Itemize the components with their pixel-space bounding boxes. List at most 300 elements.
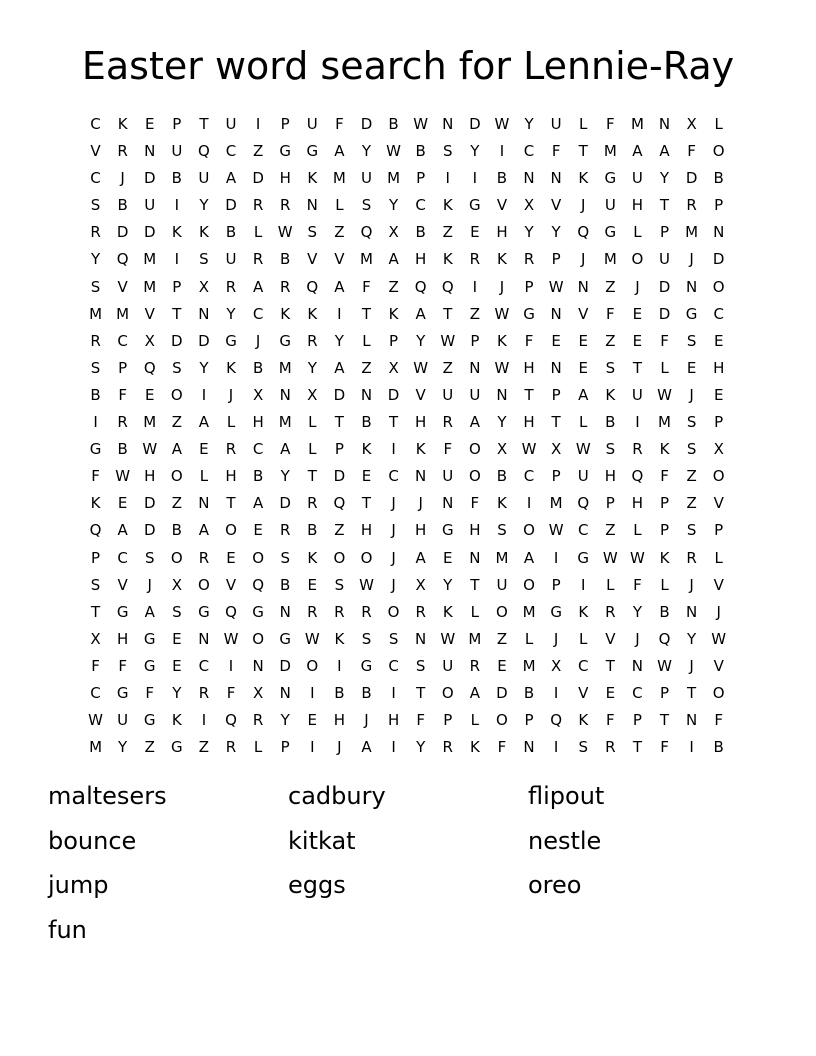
grid-letter: K	[199, 223, 209, 242]
grid-letter: P	[524, 711, 534, 730]
grid-letter: J	[120, 169, 125, 188]
grid-letter: T	[659, 196, 670, 215]
grid-letter: O	[712, 683, 725, 702]
grid-letter: N	[631, 656, 644, 675]
grid-letter: R	[90, 223, 101, 242]
grid-row	[82, 301, 732, 328]
grid-letter: I	[553, 548, 559, 567]
word-list-item: jump	[48, 871, 109, 899]
grid-row	[82, 707, 732, 734]
grid-letter: H	[469, 521, 481, 540]
grid-letter: Y	[497, 413, 507, 432]
grid-letter: K	[442, 602, 453, 621]
grid-letter: I	[228, 656, 234, 675]
grid-letter: G	[279, 331, 292, 350]
grid-letter: R	[117, 413, 128, 432]
grid-letter: S	[172, 358, 182, 377]
grid-letter: F	[470, 494, 480, 513]
grid-letter: O	[252, 629, 265, 648]
grid-letter: U	[469, 385, 481, 404]
grid-letter: T	[551, 413, 561, 432]
grid-letter: C	[117, 331, 128, 350]
grid-letter: P	[443, 711, 453, 730]
grid-letter: I	[391, 440, 396, 459]
grid-letter: N	[198, 304, 210, 323]
grid-letter: E	[470, 223, 480, 242]
grid-letter: Q	[225, 711, 237, 730]
grid-letter: G	[279, 629, 292, 648]
grid-letter: D	[685, 169, 698, 188]
grid-letter: K	[415, 440, 426, 459]
grid-letter: N	[523, 169, 535, 188]
grid-letter: K	[442, 196, 453, 215]
grid-letter: P	[334, 440, 344, 459]
grid-letter: K	[307, 304, 318, 323]
grid-letter: X	[496, 440, 508, 459]
grid-letter: K	[578, 602, 589, 621]
grid-letter: Z	[442, 358, 453, 377]
grid-row	[82, 626, 732, 653]
grid-letter: I	[391, 738, 396, 757]
grid-letter: S	[172, 602, 182, 621]
grid-letter: I	[581, 575, 586, 594]
grid-letter: J	[364, 711, 369, 730]
grid-letter: R	[361, 602, 372, 621]
grid-letter: Z	[171, 413, 182, 432]
grid-letter: P	[605, 494, 615, 513]
grid-letter: S	[90, 575, 101, 594]
grid-letter: Q	[143, 358, 156, 377]
grid-letter: J	[689, 250, 694, 269]
grid-letter: H	[496, 223, 508, 242]
grid-letter: Y	[551, 223, 561, 242]
grid-letter: G	[171, 738, 183, 757]
grid-row	[82, 680, 732, 707]
grid-letter: G	[523, 304, 535, 323]
grid-letter: Z	[442, 223, 453, 242]
grid-letter: N	[496, 385, 508, 404]
grid-letter: T	[687, 683, 697, 702]
grid-letter: F	[226, 683, 236, 702]
grid-letter: V	[415, 385, 426, 404]
grid-letter: F	[118, 656, 127, 675]
grid-letter: A	[334, 358, 345, 377]
grid-letter: J	[228, 385, 234, 404]
grid-row	[82, 165, 732, 192]
grid-letter: U	[225, 250, 237, 269]
grid-letter: B	[388, 115, 399, 133]
grid-letter: Z	[252, 142, 264, 161]
grid-letter: E	[199, 440, 209, 459]
grid-letter: Y	[90, 250, 101, 269]
grid-letter: B	[713, 169, 724, 188]
grid-letter: G	[360, 656, 373, 675]
grid-letter: L	[579, 413, 588, 432]
grid-letter: D	[198, 331, 210, 350]
grid-letter: P	[659, 521, 670, 540]
grid-letter: R	[442, 738, 453, 757]
grid-letter: B	[361, 413, 372, 432]
grid-letter: T	[632, 738, 642, 757]
grid-letter: P	[280, 738, 290, 757]
grid-letter: L	[362, 331, 371, 350]
grid-letter: X	[713, 440, 724, 459]
grid-letter: K	[497, 250, 507, 269]
grid-letter: M	[278, 413, 292, 432]
grid-row	[82, 328, 732, 355]
grid-letter: I	[201, 385, 207, 404]
grid-letter: J	[418, 494, 423, 513]
grid-letter: S	[388, 629, 399, 648]
grid-letter: T	[90, 602, 101, 621]
grid-letter: W	[521, 440, 537, 459]
grid-letter: N	[252, 656, 264, 675]
grid-letter: N	[685, 277, 698, 296]
grid-letter: B	[171, 169, 182, 188]
grid-letter: S	[686, 440, 697, 459]
grid-letter: U	[306, 115, 318, 133]
grid-letter: J	[689, 575, 694, 594]
grid-letter: X	[523, 196, 535, 215]
grid-letter: M	[387, 169, 401, 188]
grid-letter: E	[144, 385, 155, 404]
grid-letter: A	[578, 385, 589, 404]
grid-letter: P	[280, 115, 290, 133]
grid-letter: J	[391, 575, 396, 594]
grid-letter: K	[307, 548, 318, 567]
grid-letter: Y	[632, 602, 642, 621]
grid-letter: Q	[89, 521, 102, 540]
grid-letter: S	[90, 196, 101, 215]
grid-letter: J	[255, 331, 261, 350]
grid-letter: U	[442, 656, 454, 675]
grid-letter: S	[686, 521, 697, 540]
grid-letter: F	[91, 656, 100, 675]
grid-letter: O	[360, 548, 373, 567]
grid-letter: K	[469, 738, 480, 757]
grid-row	[82, 192, 732, 219]
grid-letter: F	[91, 467, 100, 486]
grid-letter: E	[713, 385, 724, 404]
grid-letter: V	[225, 575, 237, 594]
grid-letter: L	[335, 196, 344, 215]
grid-letter: Y	[388, 196, 399, 215]
grid-letter: H	[713, 358, 725, 377]
grid-row	[82, 274, 732, 301]
grid-letter: P	[714, 196, 724, 215]
grid-letter: E	[578, 358, 588, 377]
grid-letter: J	[689, 385, 694, 404]
grid-letter: P	[632, 711, 642, 730]
grid-letter: X	[252, 385, 264, 404]
grid-letter: F	[443, 440, 453, 459]
grid-letter: O	[468, 440, 481, 459]
grid-letter: B	[171, 521, 182, 540]
grid-letter: I	[255, 115, 261, 133]
grid-letter: A	[198, 413, 210, 432]
grid-letter: Z	[686, 494, 697, 513]
grid-letter: Q	[360, 223, 373, 242]
grid-letter: K	[659, 440, 670, 459]
grid-letter: E	[144, 115, 155, 133]
grid-letter: C	[117, 548, 128, 567]
grid-letter: Q	[252, 575, 265, 594]
grid-letter: A	[225, 169, 237, 188]
grid-letter: O	[198, 575, 210, 594]
grid-letter: R	[686, 196, 697, 215]
grid-letter: I	[472, 169, 478, 188]
grid-letter: D	[360, 115, 373, 133]
word-list-item: kitkat	[288, 826, 356, 855]
grid-letter: D	[469, 115, 481, 133]
grid-letter: M	[89, 738, 103, 757]
grid-letter: K	[361, 440, 372, 459]
grid-letter: K	[442, 250, 453, 269]
grid-letter: H	[333, 711, 346, 730]
grid-letter: O	[496, 711, 508, 730]
grid-letter: D	[279, 656, 291, 675]
grid-row	[82, 545, 732, 572]
grid-letter: Y	[226, 304, 236, 323]
word-list-item: cadbury	[288, 782, 386, 810]
grid-letter: H	[279, 169, 291, 188]
grid-letter: B	[605, 413, 616, 432]
grid-letter: E	[307, 711, 318, 730]
grid-letter: J	[553, 629, 559, 648]
grid-letter: X	[388, 358, 399, 377]
grid-letter: Y	[280, 467, 290, 486]
grid-letter: E	[361, 467, 372, 486]
grid-letter: A	[117, 521, 128, 540]
grid-letter: K	[117, 115, 128, 133]
grid-letter: S	[578, 738, 588, 757]
grid-letter: T	[199, 115, 209, 133]
grid-letter: Y	[524, 115, 534, 133]
grid-letter: L	[253, 738, 263, 757]
grid-letter: K	[307, 169, 318, 188]
grid-letter: R	[252, 250, 264, 269]
grid-letter: Z	[334, 223, 345, 242]
grid-letter: K	[578, 711, 589, 730]
grid-letter: E	[172, 629, 182, 648]
grid-letter: J	[337, 738, 342, 757]
grid-letter: I	[310, 738, 315, 757]
grid-letter: F	[714, 711, 724, 730]
grid-letter: U	[496, 575, 508, 594]
grid-letter: Y	[199, 196, 209, 215]
grid-letter: U	[659, 250, 670, 269]
grid-letter: X	[388, 223, 399, 242]
grid-letter: V	[713, 575, 724, 594]
grid-letter: F	[362, 277, 371, 296]
grid-letter: L	[470, 711, 480, 730]
grid-letter: M	[143, 250, 157, 269]
grid-letter: M	[603, 250, 617, 269]
grid-letter: K	[497, 331, 507, 350]
grid-letter: P	[524, 277, 534, 296]
grid-letter: W	[304, 629, 320, 648]
grid-letter: Y	[334, 331, 344, 350]
grid-letter: E	[632, 304, 643, 323]
grid-letter: E	[605, 683, 616, 702]
grid-letter: F	[497, 738, 507, 757]
grid-letter: J	[581, 196, 586, 215]
grid-letter: K	[578, 169, 589, 188]
grid-letter: U	[577, 467, 589, 486]
grid-letter: E	[443, 548, 453, 567]
grid-row	[82, 734, 732, 761]
grid-letter: C	[90, 169, 101, 188]
grid-letter: Q	[333, 494, 346, 513]
grid-letter: D	[658, 304, 671, 323]
grid-letter: G	[116, 683, 129, 702]
grid-letter: R	[279, 521, 291, 540]
grid-letter: X	[307, 385, 318, 404]
grid-letter: G	[279, 142, 292, 161]
grid-letter: P	[551, 250, 561, 269]
grid-letter: I	[472, 277, 478, 296]
grid-letter: N	[415, 467, 427, 486]
grid-letter: O	[170, 548, 183, 567]
grid-letter: T	[605, 656, 615, 675]
grid-letter: M	[495, 548, 509, 567]
grid-letter: D	[496, 683, 508, 702]
grid-letter: W	[115, 467, 131, 486]
grid-letter: X	[198, 277, 210, 296]
grid-letter: R	[198, 683, 210, 702]
grid-letter: B	[496, 169, 508, 188]
grid-letter: B	[280, 250, 291, 269]
grid-letter: I	[174, 250, 180, 269]
grid-letter: T	[226, 494, 236, 513]
grid-letter: I	[337, 304, 342, 323]
grid-letter: C	[523, 467, 535, 486]
grid-letter: A	[415, 304, 426, 323]
grid-letter: L	[308, 440, 317, 459]
grid-letter: T	[443, 304, 453, 323]
grid-letter: B	[415, 142, 426, 161]
grid-letter: G	[685, 304, 698, 323]
grid-letter: E	[551, 331, 561, 350]
grid-letter: F	[416, 711, 425, 730]
grid-letter: H	[415, 521, 427, 540]
grid-letter: K	[226, 358, 236, 377]
grid-letter: S	[90, 277, 101, 296]
grid-letter: Z	[686, 467, 697, 486]
grid-letter: X	[551, 656, 562, 675]
grid-letter: U	[631, 385, 643, 404]
grid-letter: M	[522, 602, 536, 621]
grid-letter: O	[306, 656, 319, 675]
grid-letter: L	[660, 358, 669, 377]
grid-letter: P	[91, 548, 101, 567]
letter-grid	[82, 111, 732, 761]
grid-letter: J	[391, 521, 396, 540]
grid-letter: A	[198, 521, 210, 540]
grid-letter: N	[279, 385, 291, 404]
grid-letter: L	[633, 223, 642, 242]
grid-letter: Y	[118, 738, 128, 757]
grid-letter: R	[523, 250, 535, 269]
grid-letter: Y	[172, 683, 182, 702]
grid-letter: W	[494, 358, 510, 377]
grid-letter: E	[632, 331, 643, 350]
grid-letter: T	[172, 304, 182, 323]
grid-letter: A	[252, 277, 264, 296]
grid-letter: Y	[361, 142, 372, 161]
word-list-item: flipout	[528, 782, 605, 810]
grid-letter: Z	[605, 521, 616, 540]
grid-letter: N	[550, 358, 562, 377]
grid-letter: T	[334, 413, 344, 432]
grid-letter: R	[225, 277, 237, 296]
grid-letter: D	[712, 250, 725, 269]
grid-letter: L	[606, 575, 615, 594]
grid-letter: Q	[306, 277, 319, 296]
grid-letter: S	[90, 358, 101, 377]
grid-letter: C	[523, 142, 535, 161]
grid-letter: B	[523, 683, 535, 702]
grid-letter: J	[635, 629, 640, 648]
grid-letter: B	[117, 440, 128, 459]
grid-letter: A	[388, 250, 399, 269]
grid-letter: F	[606, 304, 615, 323]
grid-letter: W	[359, 575, 374, 594]
grid-letter: L	[633, 521, 642, 540]
grid-letter: D	[225, 196, 237, 215]
grid-letter: R	[279, 277, 291, 296]
grid-letter: E	[172, 656, 182, 675]
grid-letter: H	[415, 250, 427, 269]
grid-letter: O	[712, 142, 725, 161]
grid-letter: V	[307, 250, 318, 269]
grid-letter: U	[631, 169, 643, 188]
grid-letter: W	[223, 629, 239, 648]
grid-letter: A	[334, 277, 345, 296]
grid-letter: M	[143, 277, 157, 296]
grid-letter: L	[660, 575, 669, 594]
grid-letter: I	[635, 413, 640, 432]
grid-letter: P	[416, 169, 426, 188]
grid-letter: Y	[307, 358, 317, 377]
grid-letter: O	[225, 521, 237, 540]
grid-letter: H	[144, 467, 156, 486]
grid-letter: O	[252, 548, 265, 567]
grid-letter: Z	[361, 358, 372, 377]
grid-letter: M	[89, 304, 103, 323]
grid-letter: G	[441, 521, 454, 540]
grid-letter: Y	[280, 711, 290, 730]
grid-row	[82, 138, 732, 165]
grid-letter: N	[469, 548, 481, 567]
grid-letter: Q	[631, 467, 644, 486]
grid-letter: F	[633, 575, 642, 594]
page-title: Easter word search for Lennie-Ray	[81, 44, 735, 88]
grid-letter: V	[90, 142, 101, 161]
grid-letter: Q	[441, 277, 454, 296]
grid-letter: W	[548, 521, 564, 540]
grid-letter: L	[199, 467, 209, 486]
grid-letter: P	[551, 575, 561, 594]
grid-letter: Z	[388, 277, 399, 296]
grid-letter: R	[279, 196, 291, 215]
grid-letter: G	[198, 602, 210, 621]
grid-letter: C	[577, 656, 589, 675]
grid-letter: C	[90, 115, 101, 133]
grid-row	[82, 355, 732, 382]
grid-letter: K	[388, 304, 399, 323]
grid-letter: I	[93, 413, 98, 432]
